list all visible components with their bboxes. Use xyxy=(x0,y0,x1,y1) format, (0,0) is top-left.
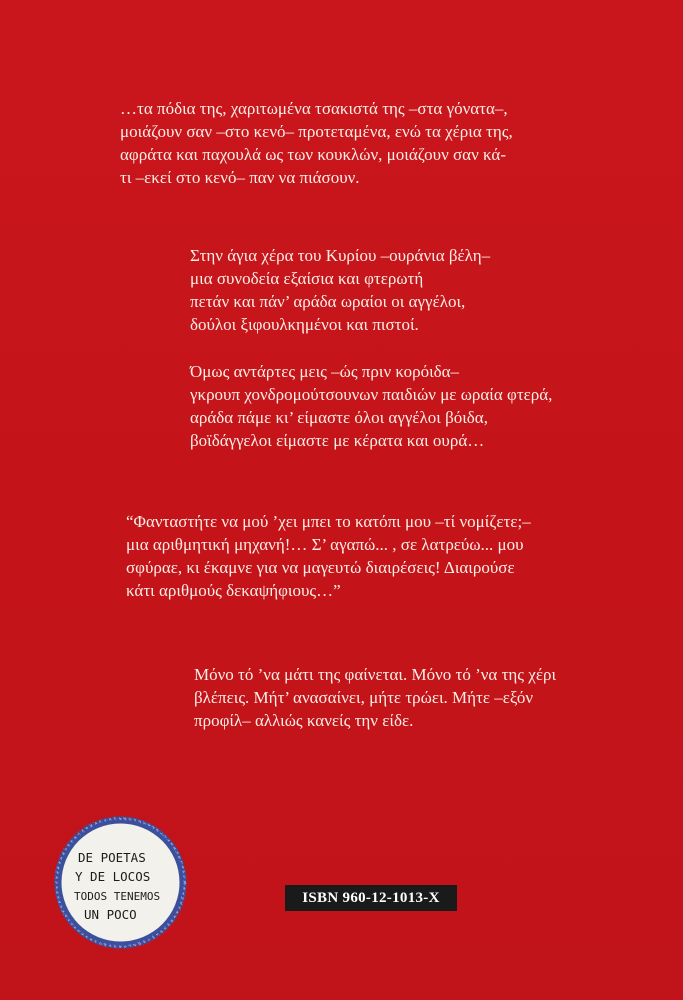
quote-line: κάτι αριθμούς δεκαψήφιους…” xyxy=(126,581,341,600)
quote-line: σφύραε, κι έκαμνε για να μαγευτώ διαιρέσεις! Διαιρούσε xyxy=(126,558,515,577)
text-line: βλέπεις. Μήτ’ ανασαίνει, μήτε τρώει. Μήτε –εξόν xyxy=(194,688,534,707)
quote-line: μια αριθμητική μηχανή!… Σ’ αγαπώ... , σε λατρεύω... μου xyxy=(126,535,524,554)
poem-line: αράδα πάμε κι’ είμαστε όλοι αγγέλοι βόιδα, xyxy=(190,408,488,427)
stamp-line: Y DE LOCOS xyxy=(75,869,151,884)
poem-line: Στην άγια χέρα του Κυρίου –ουράνια βέλη– xyxy=(190,246,491,265)
text-line: Μόνο τό ’να μάτι της φαίνεται. Μόνο τό ’να της χέρι xyxy=(194,665,557,684)
isbn-label: ISBN 960-12-1013-X xyxy=(285,885,457,911)
text-line: προφίλ– αλλιώς κανείς την είδε. xyxy=(194,711,414,730)
text-line: αφράτα και παχουλά ως των κουκλών, μοιάζουν σαν κά- xyxy=(120,145,506,164)
poem-line: Όμως αντάρτες μεις –ώς πριν κορόιδα– xyxy=(190,362,460,381)
text-line: …τα πόδια της, χαριτωμένα τσακιστά της –στα γόνατα–, xyxy=(120,99,508,118)
quote-line: “Φανταστήτε να μού ’χει μπει το κατόπι μου –τί νομίζετε;– xyxy=(126,512,531,531)
poem-stanza-2 xyxy=(190,360,610,452)
stamp-line: TODOS TENEMOS xyxy=(74,890,161,903)
stamp-line: DE POETAS xyxy=(78,850,146,865)
poem-line: πετάν και πάν’ αράδα ωραίοι οι αγγέλοι, xyxy=(190,292,466,311)
quote-paragraph xyxy=(126,510,596,602)
poem-stanza-1 xyxy=(190,244,610,336)
text-line: τι –εκεί στο κενό– παν να πιάσουν. xyxy=(120,168,360,187)
poem-line: μια συνοδεία εξαίσια και φτερωτή xyxy=(190,269,424,288)
stamp-seal-icon xyxy=(48,810,193,955)
poem-line: γκρουπ χονδρομούτσουνων παιδιών με ωραία φτερά, xyxy=(190,385,553,404)
poem-line: δούλοι ξιφουλκημένοι και πιστοί. xyxy=(190,315,419,334)
stamp-line: UN POCO xyxy=(84,907,137,922)
prose-paragraph-2 xyxy=(194,663,614,732)
publisher-stamp xyxy=(48,810,193,955)
prose-paragraph-1 xyxy=(120,97,590,189)
text-line: μοιάζουν σαν –στο κενό– προτεταμένα, ενώ τα χέρια της, xyxy=(120,122,513,141)
poem-line: βοϊδάγγελοι είμαστε με κέρατα και ουρά… xyxy=(190,431,485,450)
